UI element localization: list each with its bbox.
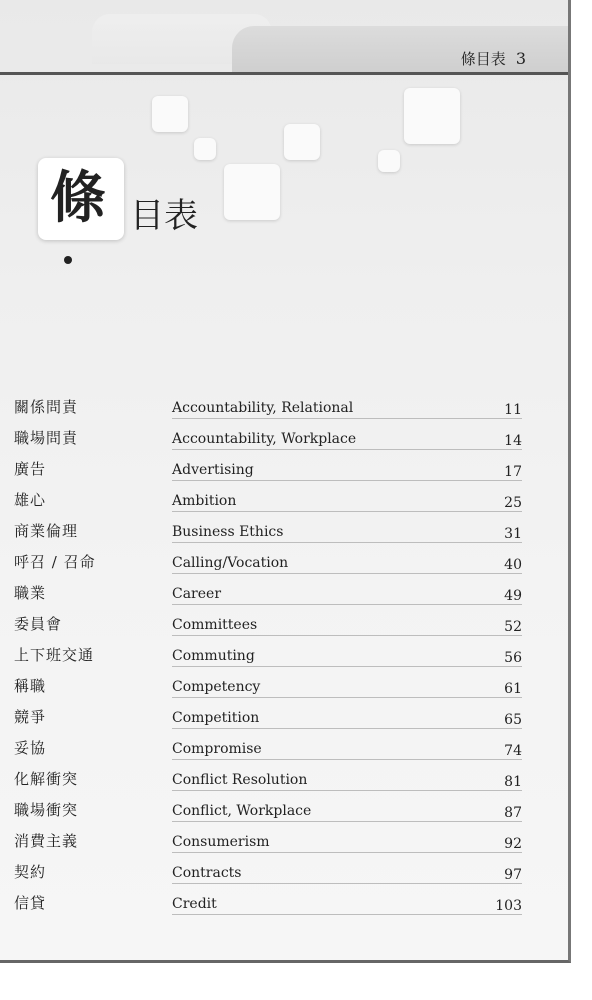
toc-entry-page: 31 xyxy=(504,526,522,542)
toc-entry-page: 74 xyxy=(504,743,522,759)
toc-entry-rule xyxy=(172,449,522,450)
toc-entry[interactable] xyxy=(14,551,522,582)
toc-entry-page: 49 xyxy=(504,588,522,604)
toc-entry-english: Accountability, Workplace xyxy=(172,431,357,447)
toc-entry-chinese: 競爭 xyxy=(14,708,47,726)
toc-entry-chinese: 廣告 xyxy=(14,460,47,478)
toc-entry-english: Career xyxy=(172,586,222,602)
toc-entry-english: Committees xyxy=(172,617,258,633)
toc-entry[interactable] xyxy=(14,861,522,892)
toc-entry-english: Contracts xyxy=(172,865,242,881)
toc-entry[interactable] xyxy=(14,706,522,737)
toc-entry-english: Credit xyxy=(172,896,217,912)
toc-entry-rule xyxy=(172,418,522,419)
toc-entry-page: 40 xyxy=(504,557,522,573)
toc-entry-english: Commuting xyxy=(172,648,255,664)
title-first-char: 條 xyxy=(50,166,106,231)
decorative-square xyxy=(224,164,280,220)
toc-entry[interactable] xyxy=(14,489,522,520)
bullet-dot xyxy=(64,256,72,264)
toc-entry-page: 17 xyxy=(504,464,522,480)
toc-entry-page: 56 xyxy=(504,650,522,666)
toc-entry-chinese: 雄心 xyxy=(14,491,47,509)
toc-entry-chinese: 稱職 xyxy=(14,677,47,695)
toc-entry[interactable] xyxy=(14,830,522,861)
toc-entry-chinese: 職業 xyxy=(14,584,47,602)
toc-entry-page: 87 xyxy=(504,805,522,821)
toc-entry-english: Business Ethics xyxy=(172,524,284,540)
toc-entry-english: Conflict Resolution xyxy=(172,772,308,788)
toc-entry[interactable] xyxy=(14,675,522,706)
header-rule xyxy=(0,72,568,75)
toc-entry-page: 103 xyxy=(495,898,522,914)
toc-entry[interactable] xyxy=(14,737,522,768)
running-header xyxy=(461,48,526,69)
decorative-square xyxy=(284,124,320,160)
toc-entry-chinese: 契約 xyxy=(14,863,47,881)
toc-entry-page: 25 xyxy=(504,495,522,511)
toc-entry-chinese: 化解衝突 xyxy=(14,770,79,788)
toc-entry[interactable] xyxy=(14,520,522,551)
toc-entry[interactable] xyxy=(14,458,522,489)
toc-entry-chinese: 呼召 / 召命 xyxy=(14,553,96,571)
toc-entry-english: Competency xyxy=(172,679,261,695)
toc-entry-page: 81 xyxy=(504,774,522,790)
decorative-square xyxy=(404,88,460,144)
toc-entry-page: 11 xyxy=(504,402,522,418)
toc-entry-rule xyxy=(172,511,522,512)
toc-entry-chinese: 上下班交通 xyxy=(14,646,95,664)
toc-entry-rule xyxy=(172,573,522,574)
toc-entry-chinese: 職場衝突 xyxy=(14,801,79,819)
toc-entry[interactable] xyxy=(14,799,522,830)
toc-entry-page: 61 xyxy=(504,681,522,697)
toc-entry-chinese: 職場問責 xyxy=(14,429,79,447)
toc-entry-english: Competition xyxy=(172,710,260,726)
decorative-square xyxy=(378,150,400,172)
toc-entry-page: 52 xyxy=(504,619,522,635)
toc-entry-english: Accountability, Relational xyxy=(172,400,354,416)
toc-entry-chinese: 妥協 xyxy=(14,739,47,757)
toc-entry-rule xyxy=(172,480,522,481)
toc-entry-english: Consumerism xyxy=(172,834,270,850)
decorative-square xyxy=(152,96,188,132)
toc-entry-english: Ambition xyxy=(172,493,237,509)
toc-entry-english: Compromise xyxy=(172,741,262,757)
toc-entry-rule xyxy=(172,728,522,729)
page-title: 目表 xyxy=(130,196,198,236)
toc-entry-page: 92 xyxy=(504,836,522,852)
toc-entry-rule xyxy=(172,697,522,698)
toc-entry[interactable] xyxy=(14,396,522,427)
toc-entry-chinese: 消費主義 xyxy=(14,832,79,850)
toc-entry-chinese: 信貸 xyxy=(14,894,47,912)
toc-entry-rule xyxy=(172,542,522,543)
toc-entry-page: 97 xyxy=(504,867,522,883)
toc-entry[interactable] xyxy=(14,427,522,458)
toc-entry-rule xyxy=(172,759,522,760)
header-page-number: 3 xyxy=(515,49,526,68)
toc-entry[interactable] xyxy=(14,613,522,644)
toc-entry-page: 14 xyxy=(504,433,522,449)
toc-entry-english: Conflict, Workplace xyxy=(172,803,312,819)
toc-entry-rule xyxy=(172,883,522,884)
toc-entry[interactable] xyxy=(14,768,522,799)
toc-entry-rule xyxy=(172,852,522,853)
toc-entry-chinese: 商業倫理 xyxy=(14,522,79,540)
toc-entry-rule xyxy=(172,635,522,636)
toc-entry-rule xyxy=(172,821,522,822)
header-section-title: 條目表 xyxy=(460,50,506,68)
decorative-square xyxy=(194,138,216,160)
toc-entry[interactable] xyxy=(14,582,522,613)
toc-entry-chinese: 關係問責 xyxy=(14,398,79,416)
toc-entry-english: Calling/Vocation xyxy=(172,555,289,571)
toc-entry[interactable] xyxy=(14,644,522,675)
toc-entry-rule xyxy=(172,604,522,605)
toc-entry-english: Advertising xyxy=(172,462,254,478)
toc-entry-rule xyxy=(172,790,522,791)
toc-entry-rule xyxy=(172,666,522,667)
toc-entry[interactable] xyxy=(14,892,522,923)
toc-entry-chinese: 委員會 xyxy=(14,615,63,633)
toc-entry-page: 65 xyxy=(504,712,522,728)
toc-entry-rule xyxy=(172,914,522,915)
